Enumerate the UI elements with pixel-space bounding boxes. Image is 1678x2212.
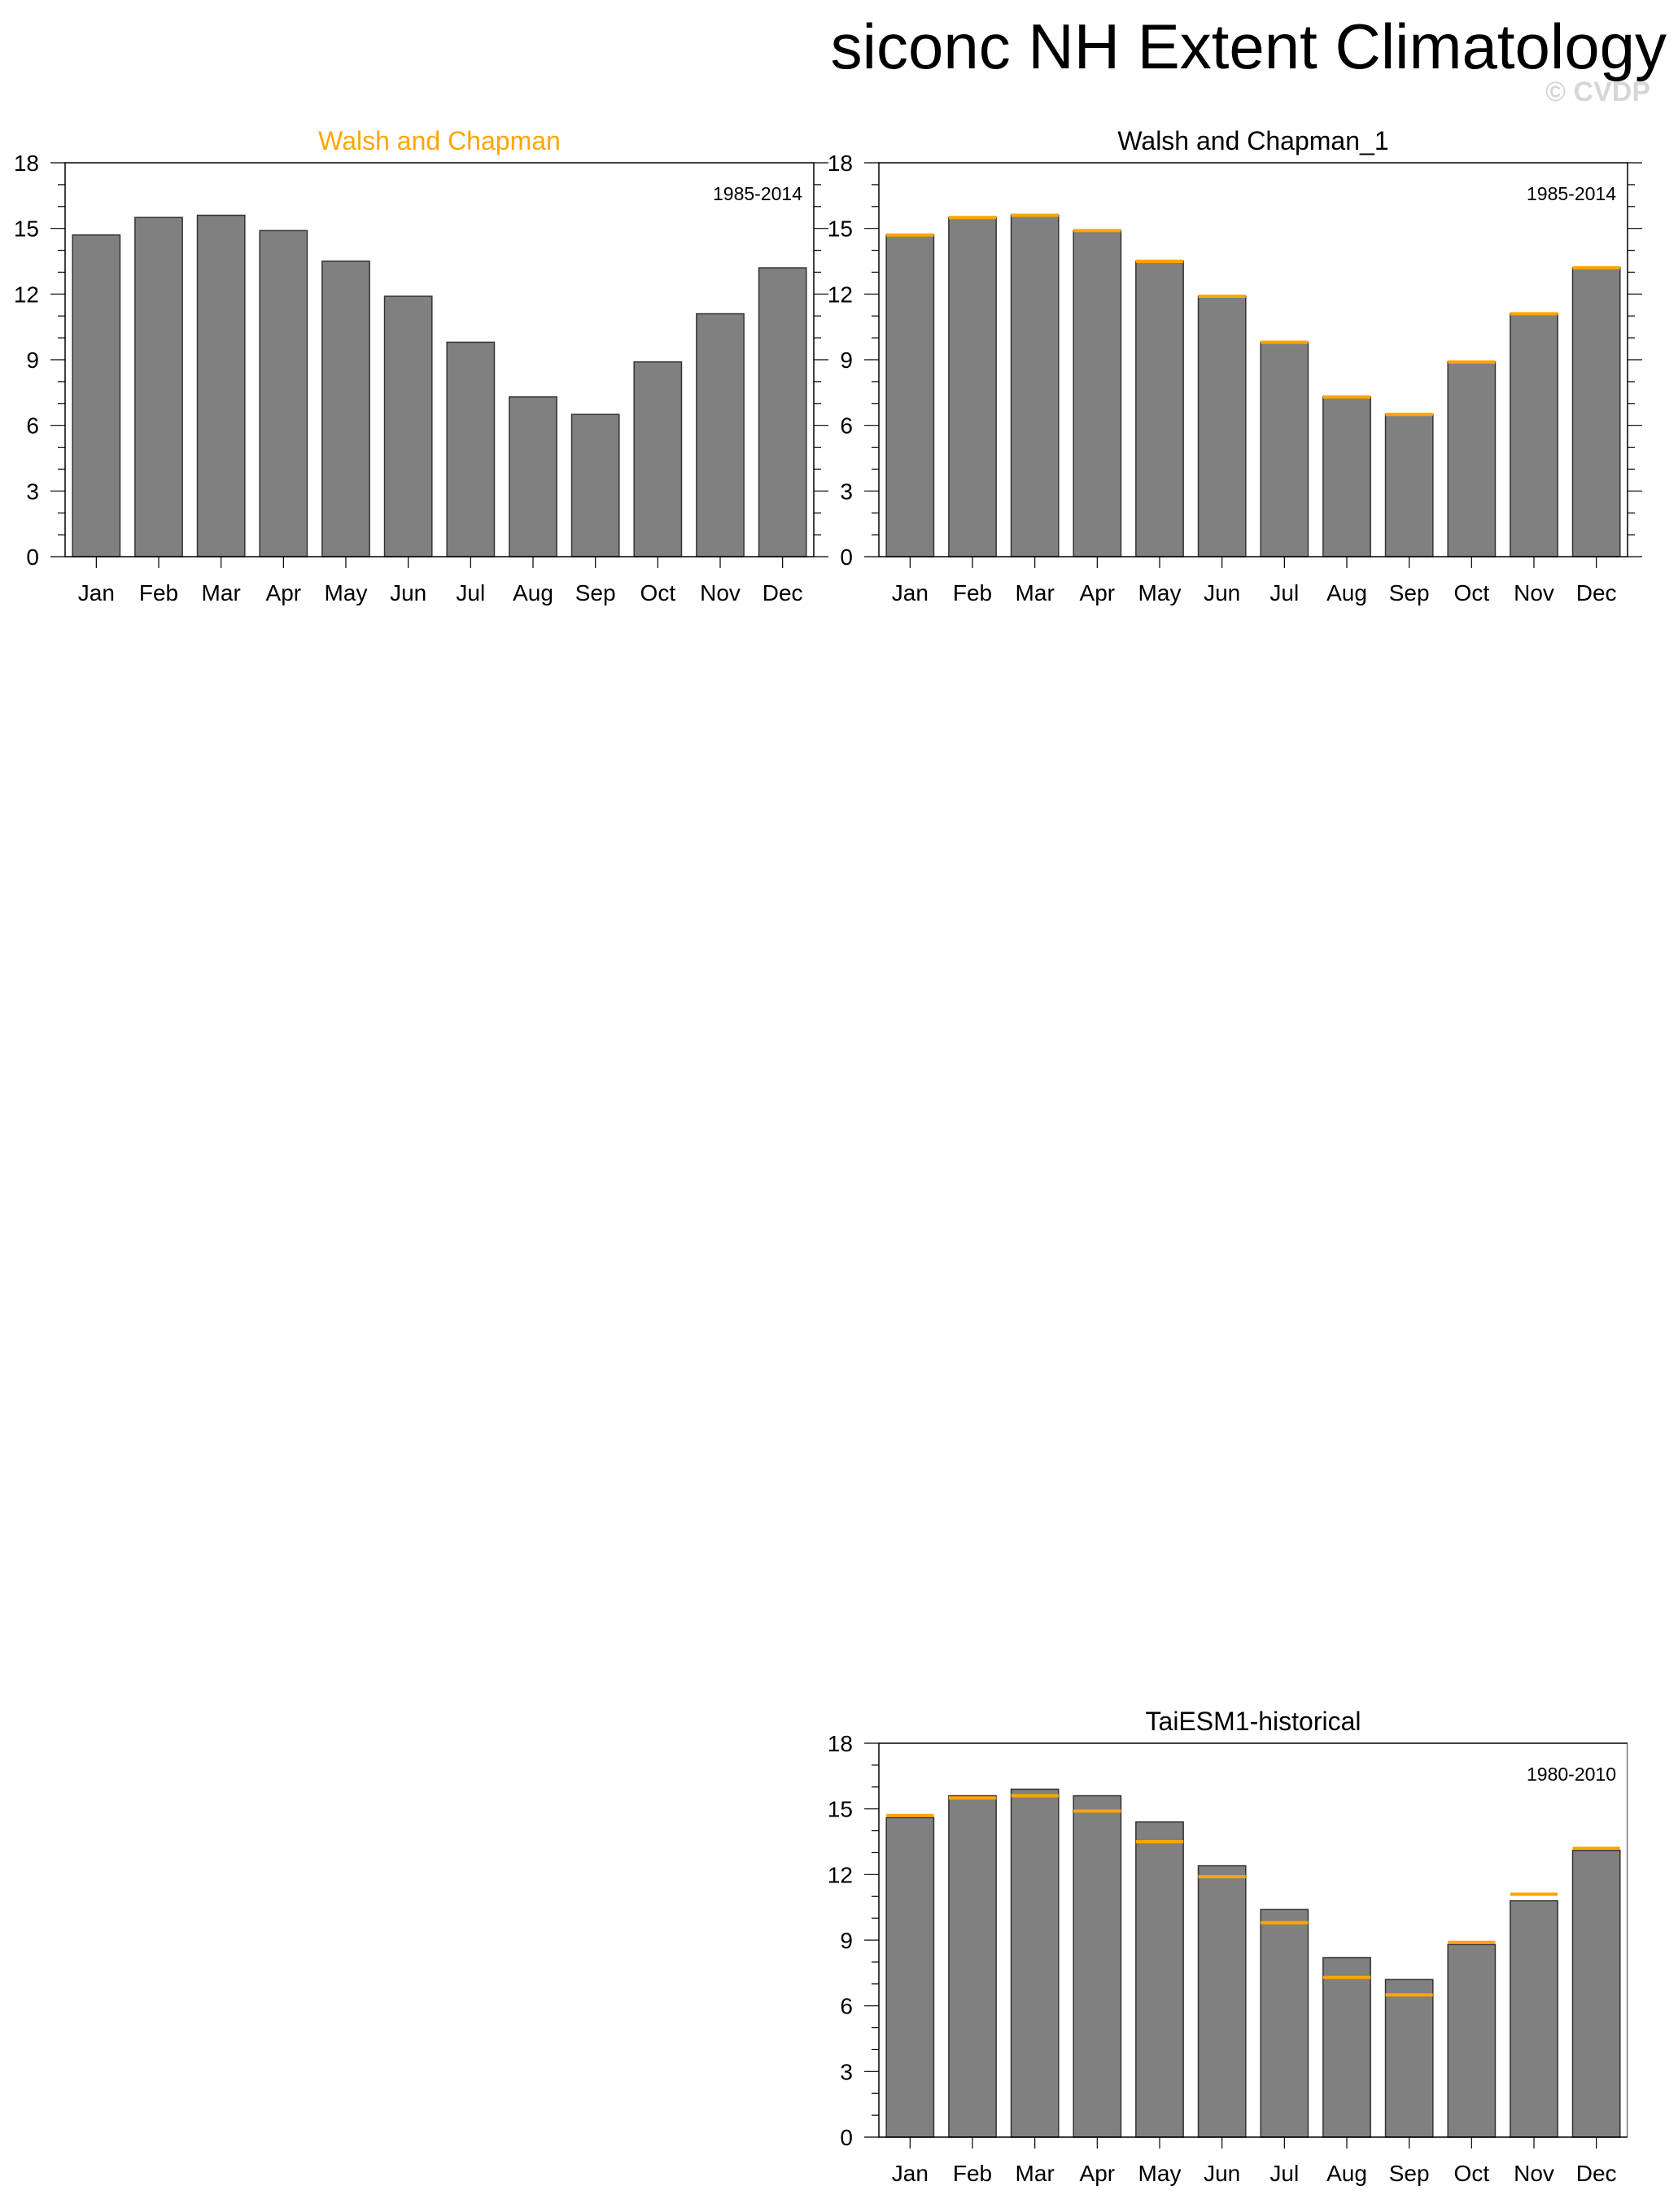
bar-jan — [72, 235, 120, 557]
x-tick-label-apr: Apr — [1079, 580, 1116, 605]
x-tick-label-feb: Feb — [952, 580, 993, 605]
period-label: 1980-2010 — [1527, 1764, 1616, 1785]
x-tick-label-may: May — [324, 580, 368, 605]
bar-apr — [1073, 230, 1121, 557]
x-tick-label-jun: Jun — [1204, 2161, 1241, 2186]
x-tick-label-aug: Aug — [1326, 2161, 1367, 2186]
x-tick-label-sep: Sep — [1388, 580, 1430, 605]
bar-mar — [1012, 1789, 1059, 2137]
x-tick-label-nov: Nov — [700, 580, 741, 605]
y-tick-label: 12 — [13, 282, 39, 308]
period-label: 1985-2014 — [1527, 183, 1616, 204]
x-tick-label-nov: Nov — [1514, 580, 1554, 605]
bar-may — [1136, 261, 1183, 557]
bar-feb — [949, 217, 996, 557]
bar-mar — [198, 216, 245, 557]
bar-apr — [260, 230, 307, 557]
bar-jul — [447, 342, 494, 557]
y-tick-label: 3 — [840, 479, 853, 505]
y-tick-label: 9 — [840, 348, 853, 373]
bar-aug — [1323, 397, 1370, 557]
bar-oct — [1448, 362, 1495, 557]
panel-title: TaiESM1-historical — [1145, 1707, 1361, 1736]
bar-apr — [1073, 1796, 1121, 2137]
x-tick-label-mar: Mar — [1015, 580, 1055, 605]
x-tick-label-jan: Jan — [891, 2161, 929, 2186]
y-tick-label: 18 — [13, 151, 39, 176]
panel-title: Walsh and Chapman — [318, 126, 561, 155]
y-tick-label: 0 — [840, 544, 853, 570]
y-tick-label: 0 — [26, 544, 39, 570]
chart-panel-taiesm1-historical — [814, 1703, 1628, 2207]
bar-jul — [1261, 342, 1308, 557]
x-tick-label-oct: Oct — [1453, 2161, 1490, 2186]
bar-sep — [1386, 1979, 1433, 2137]
x-tick-label-may: May — [1138, 580, 1182, 605]
y-tick-label: 12 — [827, 282, 853, 308]
bar-mar — [1012, 216, 1059, 557]
bar-feb — [135, 217, 182, 557]
panel-title: Walsh and Chapman_1 — [1117, 126, 1389, 155]
x-tick-label-may: May — [1138, 2161, 1182, 2186]
bar-aug — [509, 397, 557, 557]
bar-nov — [1510, 314, 1558, 557]
x-tick-label-nov: Nov — [1514, 2161, 1554, 2186]
chart-panel-walsh-and-chapman — [0, 122, 814, 627]
bar-feb — [949, 1796, 996, 2137]
bar-oct — [634, 362, 681, 557]
page-title: siconc NH Extent Climatology — [830, 11, 1667, 82]
bar-oct — [1448, 1944, 1495, 2137]
x-tick-label-feb: Feb — [952, 2161, 993, 2186]
bar-nov — [1510, 1901, 1558, 2137]
y-tick-label: 9 — [840, 1928, 853, 1953]
y-tick-label: 18 — [827, 151, 853, 176]
bar-may — [1136, 1822, 1183, 2137]
bar-jun — [1199, 296, 1246, 557]
bar-sep — [1386, 414, 1433, 557]
period-label: 1985-2014 — [713, 183, 802, 204]
bar-jun — [1199, 1866, 1246, 2137]
x-tick-label-sep: Sep — [575, 580, 616, 605]
x-tick-label-mar: Mar — [201, 580, 241, 605]
x-tick-label-aug: Aug — [1326, 580, 1367, 605]
y-tick-label: 3 — [840, 2059, 853, 2085]
chart-panel-walsh-and-chapman-1 — [814, 122, 1628, 627]
bar-dec — [1573, 1851, 1620, 2137]
x-tick-label-jul: Jul — [1269, 2161, 1300, 2186]
bar-aug — [1323, 1958, 1370, 2137]
x-tick-label-apr: Apr — [265, 580, 302, 605]
bar-dec — [1573, 268, 1620, 557]
y-tick-label: 6 — [840, 1993, 853, 2019]
cvdp-watermark: © CVDP — [1545, 77, 1650, 107]
x-tick-label-jul: Jul — [1269, 580, 1300, 605]
bar-jun — [385, 296, 432, 557]
bar-may — [322, 261, 369, 557]
bar-sep — [572, 414, 619, 557]
y-tick-label: 9 — [26, 348, 39, 373]
x-tick-label-jun: Jun — [390, 580, 427, 605]
x-tick-label-aug: Aug — [513, 580, 553, 605]
x-tick-label-jul: Jul — [456, 580, 486, 605]
y-tick-label: 15 — [13, 216, 39, 242]
y-tick-label: 15 — [827, 1796, 853, 1822]
x-tick-label-feb: Feb — [138, 580, 179, 605]
y-tick-label: 0 — [840, 2125, 853, 2150]
x-tick-label-jan: Jan — [77, 580, 115, 605]
bar-jan — [886, 235, 933, 557]
bar-dec — [759, 268, 806, 557]
x-tick-label-sep: Sep — [1388, 2161, 1430, 2186]
x-tick-label-apr: Apr — [1079, 2161, 1116, 2186]
y-tick-label: 6 — [840, 413, 853, 439]
y-tick-label: 6 — [26, 413, 39, 439]
y-tick-label: 15 — [827, 216, 853, 242]
x-tick-label-jun: Jun — [1204, 580, 1241, 605]
x-tick-label-oct: Oct — [1453, 580, 1490, 605]
y-tick-label: 3 — [26, 479, 39, 505]
bar-jan — [886, 1817, 933, 2137]
bar-jul — [1261, 1909, 1308, 2137]
x-tick-label-dec: Dec — [762, 580, 803, 605]
x-tick-label-mar: Mar — [1015, 2161, 1055, 2186]
x-tick-label-dec: Dec — [1575, 2161, 1617, 2186]
x-tick-label-jan: Jan — [891, 580, 929, 605]
bar-nov — [697, 314, 744, 557]
x-tick-label-dec: Dec — [1575, 580, 1617, 605]
y-tick-label: 18 — [827, 1731, 853, 1756]
y-tick-label: 12 — [827, 1862, 853, 1888]
x-tick-label-oct: Oct — [640, 580, 676, 605]
